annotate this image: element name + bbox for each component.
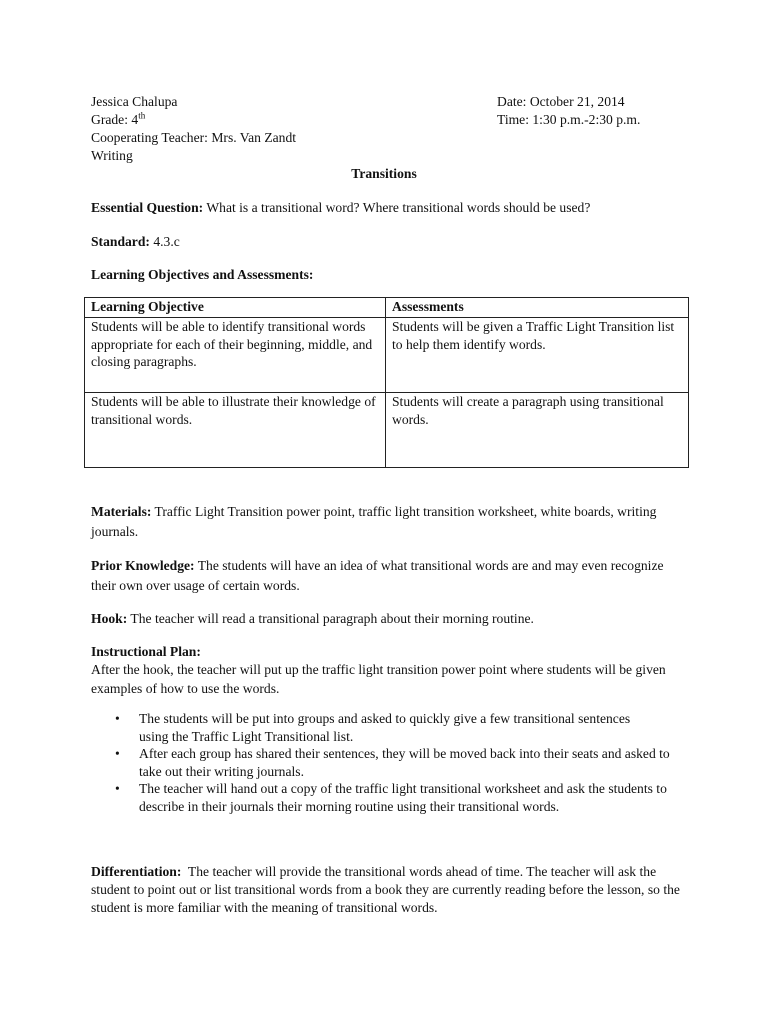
prior-knowledge-text: The students will have an idea of what transitional words are and may even recognize their own over usage of certain words. bbox=[91, 558, 664, 593]
hook-text: The teacher will read a transitional paragraph about their morning routine. bbox=[127, 611, 534, 626]
prior-knowledge-label: Prior Knowledge: bbox=[91, 558, 195, 573]
objectives-table bbox=[84, 297, 689, 468]
list-item bbox=[91, 745, 679, 780]
bullet-icon: • bbox=[115, 746, 120, 761]
list-item-text: After each group has shared their sentences, they will be moved back into their seats and asked to take out their writing journals. bbox=[139, 746, 670, 779]
standard-text: 4.3.c bbox=[149, 234, 180, 249]
objectives-heading: Learning Objectives and Assessments: bbox=[91, 267, 314, 282]
bullet-icon: • bbox=[115, 781, 120, 796]
essential-question-text: What is a transitional word? Where transitional words should be used? bbox=[203, 200, 591, 215]
instructional-plan-list bbox=[91, 710, 691, 815]
list-item bbox=[91, 780, 679, 815]
materials-label: Materials: bbox=[91, 504, 152, 519]
table-header-objective: Learning Objective bbox=[85, 298, 386, 318]
hook-label: Hook: bbox=[91, 611, 128, 626]
table-row bbox=[85, 318, 689, 393]
differentiation-label: Differentiation: bbox=[91, 864, 182, 879]
list-item bbox=[91, 710, 659, 745]
cooperating-teacher: Cooperating Teacher: Mrs. Van Zandt bbox=[91, 130, 297, 145]
list-item-text: The teacher will hand out a copy of the traffic light transitional worksheet and ask the students to describe in their journals their morning routine using their transitional words. bbox=[139, 781, 667, 814]
list-item-text: The students will be put into groups and asked to quickly give a few transitional sentences using the Traffic Light Transitional list. bbox=[139, 711, 631, 744]
table-cell-assessment: Students will be given a Traffic Light Transition list to help them identify words. bbox=[386, 318, 689, 393]
materials bbox=[91, 502, 681, 542]
instructional-plan-label: Instructional Plan: bbox=[91, 644, 201, 659]
essential-question-label: Essential Question: bbox=[91, 200, 204, 215]
lesson-time: Time: 1:30 p.m.-2:30 p.m. bbox=[497, 112, 641, 127]
table-cell-objective: Students will be able to illustrate their knowledge of transitional words. bbox=[85, 393, 386, 468]
standard bbox=[91, 233, 681, 251]
hook bbox=[91, 610, 681, 628]
materials-text: Traffic Light Transition power point, traffic light transition worksheet, white boards, writing journals. bbox=[91, 504, 657, 539]
table-cell-objective: Students will be able to identify transitional words appropriate for each of their beginning, middle, and closing paragraphs. bbox=[85, 318, 386, 393]
grade-line bbox=[91, 111, 145, 129]
lesson-date: Date: October 21, 2014 bbox=[497, 94, 625, 109]
differentiation bbox=[91, 863, 683, 917]
table-cell-assessment: Students will create a paragraph using transitional words. bbox=[386, 393, 689, 468]
subject: Writing bbox=[91, 148, 133, 163]
table-header-row bbox=[85, 298, 689, 318]
standard-label: Standard: bbox=[91, 234, 150, 249]
instructional-plan-intro: After the hook, the teacher will put up the traffic light transition power point where students will be given examples of how to use the words. bbox=[91, 662, 666, 696]
grade-label: Grade: 4 bbox=[91, 112, 139, 127]
essential-question bbox=[91, 199, 711, 217]
bullet-icon: • bbox=[115, 711, 120, 726]
document-title: Transitions bbox=[351, 166, 417, 181]
table-header-assessments: Assessments bbox=[386, 298, 689, 318]
grade-sup: th bbox=[138, 110, 146, 121]
differentiation-text: The teacher will provide the transitional words ahead of time. The teacher will ask the student to point out or list transitional words from a book they are currently reading before the lesson, so the student is more familiar with the meaning of transitional words. bbox=[91, 864, 684, 915]
prior-knowledge bbox=[91, 556, 676, 596]
author-name: Jessica Chalupa bbox=[91, 94, 178, 109]
table-row bbox=[85, 393, 689, 468]
